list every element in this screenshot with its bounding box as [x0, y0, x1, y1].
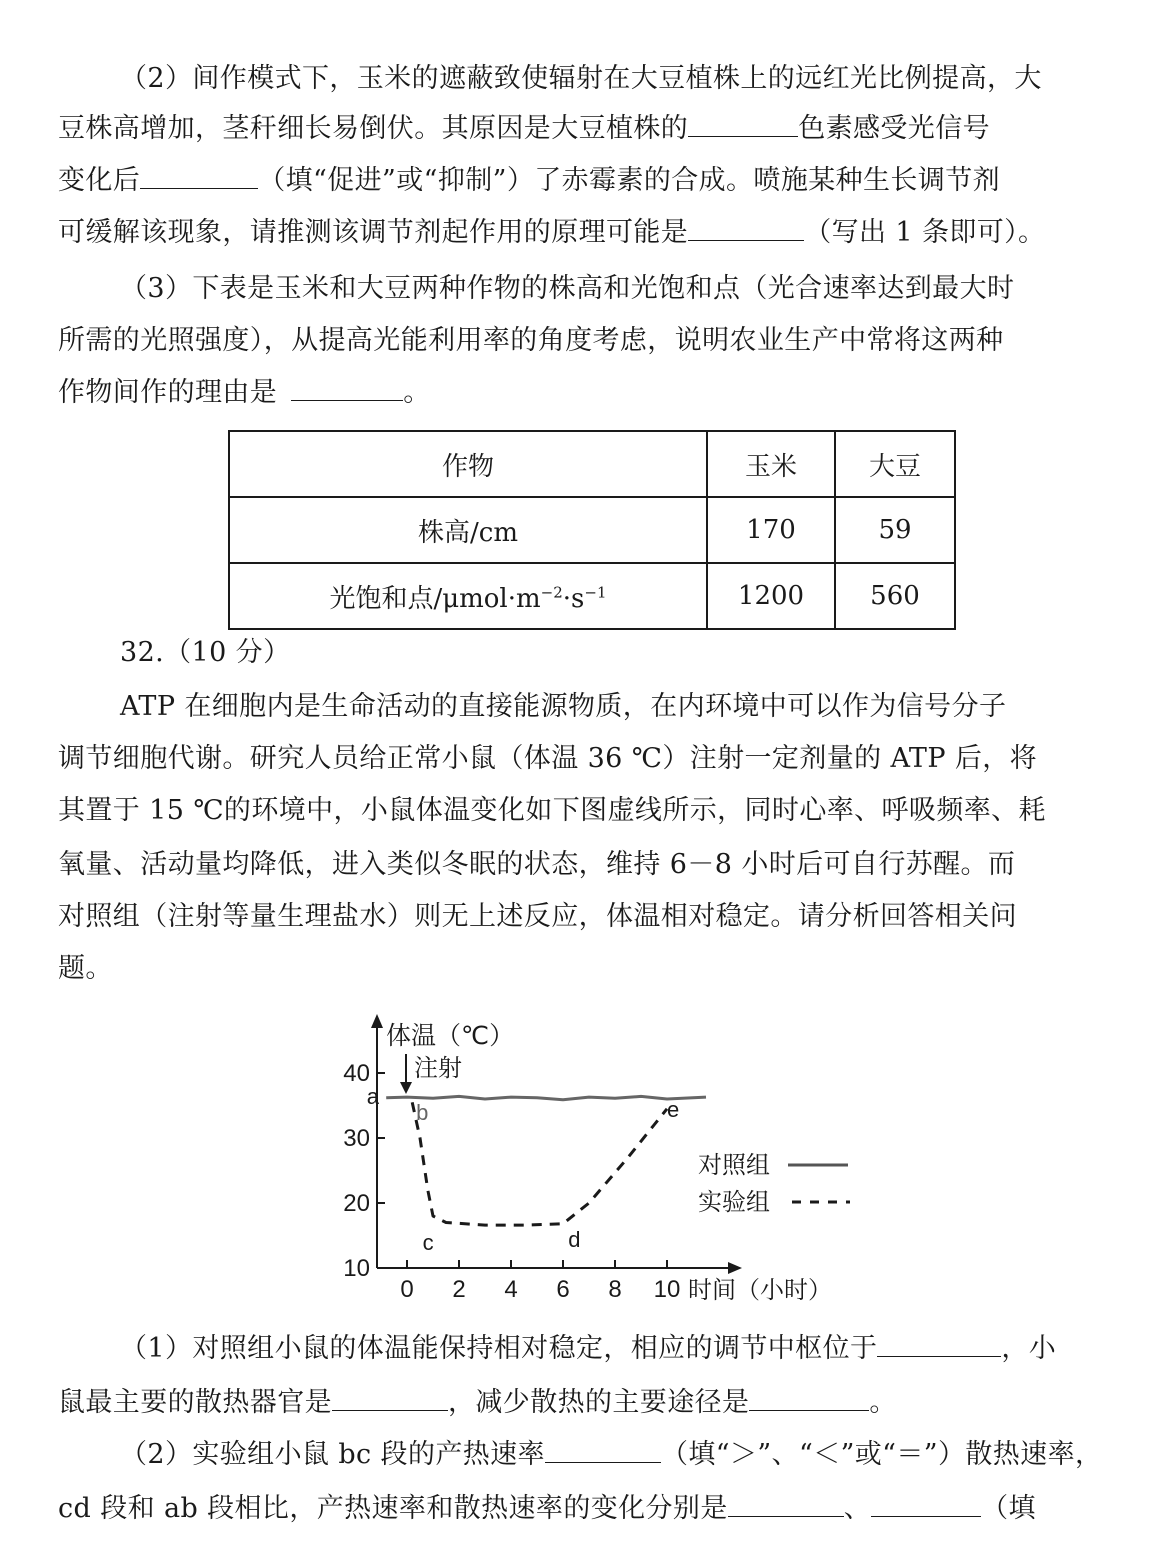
- x-axis-arrow: [728, 1262, 742, 1274]
- table-cell: 1200: [707, 563, 835, 629]
- table-header: 作物: [229, 431, 707, 497]
- experiment-series-line: [412, 1099, 667, 1225]
- q32-para-4: [58, 848, 1125, 882]
- y-tick-label: 40: [343, 1060, 370, 1087]
- q32-sub-text: （2）实验组小鼠 bc 段的产热速率: [120, 1439, 545, 1470]
- row-label-unit: ·s: [562, 583, 585, 614]
- y-axis-label: 体温（℃）: [386, 1022, 515, 1050]
- q2-text-4a: 可缓解该现象，请推测该调节剂起作用的原理可能是: [58, 217, 689, 248]
- q3-text-2: 所需的光照强度），从提高光能利用率的角度考虑，说明农业生产中常将这两种: [58, 325, 1004, 356]
- q2-line-1: [120, 62, 1125, 96]
- x-axis-label: 时间（小时）: [688, 1277, 832, 1304]
- body-temperature-chart: [330, 1010, 870, 1310]
- x-tick-label: 2: [452, 1276, 466, 1303]
- y-tick-label: 20: [343, 1190, 370, 1217]
- q32-para-3: [58, 794, 1125, 828]
- q32-text: 其置于 15 ℃的环境中，小鼠体温变化如下图虚线所示，同时心率、呼吸频率、耗: [58, 795, 1046, 826]
- q32-text: 调节细胞代谢。研究人员给正常小鼠（体温 36 ℃）注射一定剂量的 ATP 后，将: [58, 743, 1038, 774]
- q32-sub-text: ，减少散热的主要途径是: [448, 1387, 750, 1418]
- x-tick-label: 0: [400, 1276, 414, 1303]
- table-row: [229, 497, 955, 563]
- x-ticks: [400, 1260, 680, 1303]
- q3-line-3: [58, 376, 1125, 410]
- q32-sub-text: （填: [981, 1493, 1036, 1524]
- q3-text-3a: 作物间作的理由是: [58, 377, 278, 408]
- q32-para-1: [120, 690, 1125, 724]
- question-number: 32.（10 分）: [120, 637, 291, 668]
- x-tick-label: 10: [653, 1276, 681, 1303]
- q2-line-3: [58, 164, 1125, 198]
- q2-text-1: （2）间作模式下，玉米的遮蔽致使辐射在大豆植株上的远红光比例提高，大: [120, 63, 1042, 94]
- table-header: 玉米: [707, 431, 835, 497]
- y-axis-arrow: [371, 1014, 383, 1028]
- q32-title: [120, 636, 1125, 670]
- q2-line-2: [58, 112, 1125, 146]
- crop-table: [228, 430, 956, 630]
- q32-sub-text: cd 段和 ab 段相比，产热速率和散热速率的变化分别是: [58, 1493, 728, 1524]
- q32-sub-text: ，小: [1001, 1333, 1057, 1364]
- q32-sub-text: 鼠最主要的散热器官是: [58, 1387, 332, 1418]
- table-cell: 株高/cm: [229, 497, 707, 563]
- q32-sub-text: （填“＞”、“＜”或“＝”）散热速率，: [660, 1439, 1103, 1470]
- answer-blank[interactable]: [545, 1438, 661, 1463]
- q2-text-3b: （填“促进”或“抑制”）了赤霉素的合成。喷施某种生长调节剂: [258, 165, 1001, 196]
- table-cell: [229, 563, 707, 629]
- series-group: [386, 1096, 706, 1225]
- answer-blank[interactable]: [688, 216, 804, 241]
- table-cell: 560: [835, 563, 955, 629]
- answer-blank[interactable]: [871, 1492, 981, 1517]
- answer-blank[interactable]: [728, 1492, 844, 1517]
- point-label-e: e: [667, 1097, 680, 1123]
- table-cell: 59: [835, 497, 955, 563]
- exponent: −1: [584, 582, 607, 601]
- q32-text: 对照组（注射等量生理盐水）则无上述反应，体温相对稳定。请分析回答相关问: [58, 901, 1017, 932]
- q32-para-2: [58, 742, 1125, 776]
- table-header: 大豆: [835, 431, 955, 497]
- answer-blank[interactable]: [688, 112, 798, 137]
- row-label: 光饱和点/μmol·m: [329, 583, 541, 614]
- y-tick-label: 30: [343, 1125, 370, 1152]
- q32-sub2-line-2: [58, 1492, 1125, 1526]
- q2-text-4b: （写出 1 条即可）。: [804, 217, 1046, 248]
- q2-line-4: [58, 216, 1125, 250]
- point-label-b: b: [416, 1099, 429, 1125]
- q32-sub1-line-1: [120, 1332, 1125, 1366]
- q32-sub-text: 。: [869, 1387, 897, 1418]
- injection-label: 注射: [414, 1055, 462, 1082]
- q32-sub-text: （1）对照组小鼠的体温能保持相对稳定，相应的调节中枢位于: [120, 1333, 878, 1364]
- q2-text-2b: 色素感受光信号: [798, 113, 991, 144]
- control-series-line: [386, 1096, 706, 1099]
- q2-text-3a: 变化后: [58, 165, 141, 196]
- point-label-a: a: [366, 1084, 379, 1110]
- table-header-row: [229, 431, 955, 497]
- q2-text-2a: 豆株高增加，茎秆细长易倒伏。其原因是大豆植株的: [58, 113, 689, 144]
- answer-blank[interactable]: [140, 164, 258, 189]
- x-tick-label: 6: [556, 1276, 570, 1303]
- answer-blank[interactable]: [332, 1386, 448, 1411]
- q32-text: 氧量、活动量均降低，进入类似冬眠的状态，维持 6－8 小时后可自行苏醒。而: [58, 849, 1016, 880]
- q32-sub2-line-1: [120, 1438, 1125, 1472]
- x-tick-label: 4: [504, 1276, 518, 1303]
- q32-text: ATP 在细胞内是生命活动的直接能源物质，在内环境中可以作为信号分子: [120, 691, 1007, 722]
- answer-blank[interactable]: [291, 376, 403, 401]
- q3-line-2: [58, 324, 1125, 358]
- q3-text-1: （3）下表是玉米和大豆两种作物的株高和光饱和点（光合速率达到最大时: [120, 273, 1015, 304]
- table-row: [229, 563, 955, 629]
- legend-label-control: 对照组: [698, 1152, 770, 1179]
- answer-blank[interactable]: [877, 1332, 1001, 1357]
- q32-para-6: [58, 952, 1125, 986]
- q32-sub1-line-2: [58, 1386, 1125, 1420]
- q32-text: 题。: [58, 953, 113, 984]
- x-tick-label: 8: [608, 1276, 622, 1303]
- q3-text-3b: 。: [403, 377, 431, 408]
- answer-blank[interactable]: [749, 1386, 869, 1411]
- y-tick-label: 10: [343, 1255, 370, 1282]
- point-label-d: d: [568, 1227, 581, 1253]
- legend-label-experiment: 实验组: [698, 1189, 770, 1216]
- q32-para-5: [58, 900, 1125, 934]
- point-label-c: c: [422, 1229, 434, 1255]
- table-cell: 170: [707, 497, 835, 563]
- q32-sub-text: 、: [843, 1493, 872, 1524]
- exponent: −2: [540, 582, 563, 601]
- injection-arrow-head: [400, 1082, 412, 1094]
- q3-line-1: [120, 272, 1125, 306]
